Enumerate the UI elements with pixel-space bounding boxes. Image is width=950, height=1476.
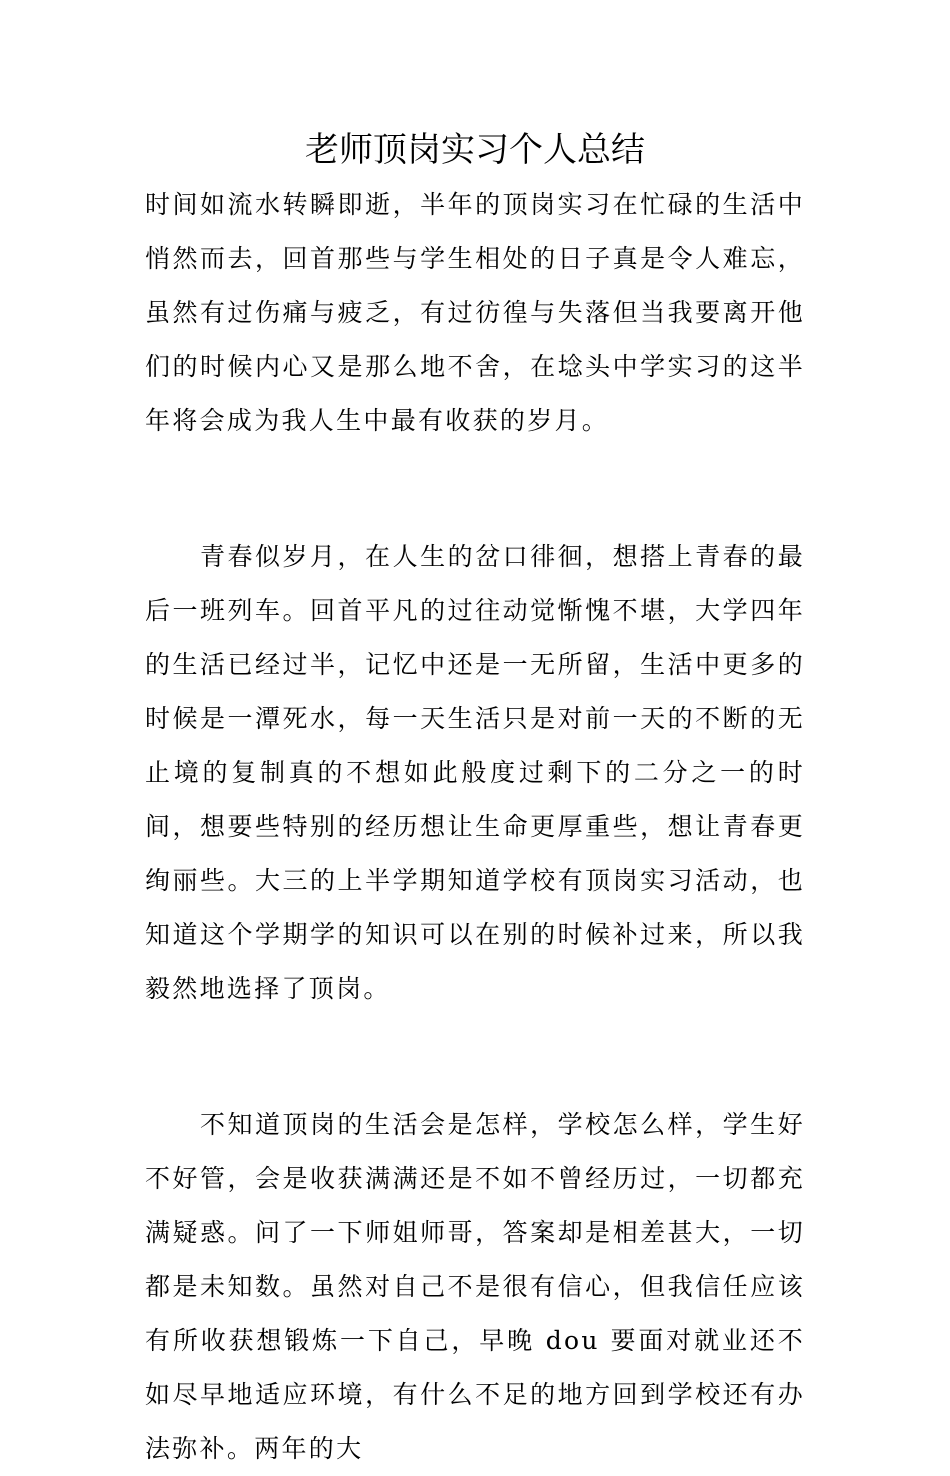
document-title: 老师顶岗实习个人总结 [305,130,645,170]
paragraph-spacer [145,1016,805,1098]
paragraph-1: 时间如流水转瞬即逝，半年的顶岗实习在忙碌的生活中悄然而去，回首那些与学生相处的日子真是令人难忘，虽然有过伤痛与疲乏，有过彷徨与失落但当我要离开他们的时候内心又是那么地不舍，在埝头中学实习的这半年将会成为我人生中最有收获的岁月。 [145,190,805,435]
paragraph-spacer [145,448,805,530]
paragraph-2: 青春似岁月，在人生的岔口徘徊，想搭上青春的最后一班列车。回首平凡的过往动觉惭愧不堪，大学四年的生活已经过半，记忆中还是一无所留，生活中更多的时候是一潭死水，每一天生活只是对前一天的不断的无止境的复制真的不想如此般度过剩下的二分之一的时间，想要些特别的经历想让生命更厚重些，想让青春更绚丽些。大三的上半学期知道学校有顶岗实习活动，也知道这个学期学的知识可以在别的时候补过来，所以我毅然地选择了顶岗。 [145,542,805,1003]
document-body [145,178,805,1476]
paragraph-3: 不知道顶岗的生活会是怎样，学校怎么样，学生好不好管，会是收获满满还是不如不曾经历过，一切都充满疑惑。问了一下师姐师哥，答案却是相差甚大，一切都是未知数。虽然对自己不是很有信心，但我信任应该有所收获想锻炼一下自己，早晚 dou 要面对就业还不如尽早地适应环境，有什么不足的地方回到学校还有办法弥补。两年的大 [145,1110,805,1463]
